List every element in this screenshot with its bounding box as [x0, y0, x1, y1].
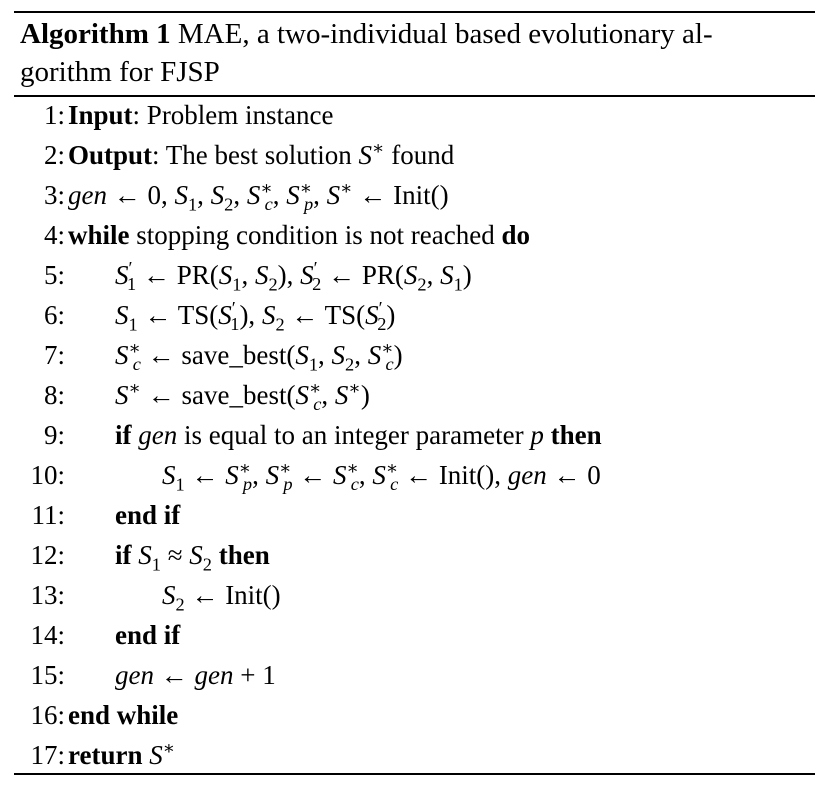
math-gen: gen	[138, 420, 178, 450]
line-content: gen ← 0, $S_1$, $S_2$, $S^∗_c$, $S^∗_p$, S∗ ← Init()	[68, 178, 449, 215]
bottom-rule	[14, 773, 815, 775]
line-content: S∗ ← $save\_best(S^∗_c$, S∗)	[115, 378, 370, 415]
line-content: $S^∗_c$ ← $save\_best(S_1$, $S_2$, $S^∗_c$)	[115, 338, 403, 375]
algorithm-line-16	[14, 695, 815, 735]
math-gen: gen	[194, 660, 234, 690]
keyword-if: if	[115, 420, 132, 450]
init-call: Init()	[225, 580, 281, 610]
line-content: return S∗	[68, 738, 176, 770]
algorithm-line-2	[14, 135, 815, 175]
algorithm-line-6	[14, 295, 815, 335]
math-gen: gen	[68, 180, 107, 210]
keyword-end-while: end while	[68, 700, 179, 730]
line-number: 14:	[30, 620, 65, 650]
while-text: stopping condition is not reached	[129, 220, 502, 250]
keyword-end-if: end if	[115, 500, 181, 530]
math-gen: gen	[507, 460, 547, 490]
line-content: $S_1$ ← $TS(S'_1)$, $S_2$ ← $TS(S'_2)$	[115, 298, 396, 335]
keyword-then: then	[550, 420, 602, 450]
line-number: 4:	[43, 220, 65, 250]
keyword-while: while	[68, 220, 130, 250]
keyword-output: Output	[68, 140, 153, 170]
line-number: 10:	[30, 460, 65, 490]
algorithm-line-1	[14, 95, 815, 135]
found-text: found	[384, 140, 455, 170]
algorithm-line-11	[14, 495, 815, 535]
output-text: : The best solution	[152, 140, 359, 170]
if-text: is equal to an integer parameter	[177, 420, 531, 450]
line-content: $S'_1$ ← $PR(S_1$, $S_2$), $S'_2$ ← $PR(S_2$, $S_1$)	[115, 258, 472, 295]
algorithm-line-17	[14, 735, 815, 775]
line-number: 6:	[43, 300, 65, 330]
input-text: : Problem instance	[132, 100, 334, 130]
line-number: 5:	[43, 260, 65, 290]
math-p: p	[530, 420, 544, 450]
line-number: 7:	[43, 340, 65, 370]
algorithm-line-8	[14, 375, 815, 415]
algorithm-label: Algorithm 1	[20, 18, 171, 50]
keyword-then: then	[218, 540, 270, 570]
line-content: gen ← gen + 1	[115, 660, 276, 690]
math-gen: gen	[115, 660, 154, 690]
algorithm-caption	[20, 15, 815, 91]
line-number: 2:	[43, 140, 65, 170]
ts-call: TS	[324, 300, 357, 330]
line-content	[68, 215, 530, 255]
line-number: 16:	[30, 700, 65, 730]
algorithm-line-13	[14, 575, 815, 615]
init-call: Init()	[438, 460, 495, 490]
line-content	[68, 135, 454, 175]
line-number: 3:	[43, 180, 65, 210]
keyword-if: if	[115, 540, 132, 570]
algorithm-line-4	[14, 215, 815, 255]
line-content: if $S_1 \approx S_2$ then	[115, 540, 270, 575]
line-number: 8:	[43, 380, 65, 410]
keyword-input: Input	[68, 100, 133, 130]
line-number: 15:	[30, 660, 65, 690]
ts-call: TS	[177, 300, 210, 330]
algorithm-line-3	[14, 175, 815, 215]
algorithm-line-10	[14, 455, 815, 495]
line-content: $S_1$ ← $S^∗_p$, $S^∗_p$ ← $S^∗_c$, $S^∗_c$ ← Init(), gen ← 0	[162, 458, 601, 495]
keyword-do: do	[501, 220, 530, 250]
algorithm-title-line2: gorithm for FJSP	[20, 56, 220, 88]
line-number: 17:	[30, 740, 65, 770]
line-number: 12:	[30, 540, 65, 570]
algorithm-line-5	[14, 255, 815, 295]
line-number: 11:	[31, 500, 65, 530]
save-best-call: save_best	[181, 340, 287, 370]
line-content	[115, 415, 602, 455]
line-content	[68, 95, 334, 135]
line-content: $S_2$ ← Init()	[162, 580, 281, 615]
save-best-call: save_best	[181, 380, 287, 410]
pr-call: PR	[176, 260, 210, 290]
line-number: 9:	[43, 420, 65, 450]
pr-call: PR	[361, 260, 395, 290]
init-call: Init()	[393, 180, 449, 210]
line-number: 1:	[43, 100, 65, 130]
algorithm-line-12	[14, 535, 815, 575]
algorithm-line-14	[14, 615, 815, 655]
algorithm-title: MAE, a two-individual based evolutionary al-	[177, 18, 713, 50]
keyword-end-if: end if	[115, 620, 181, 650]
algorithm-line-7	[14, 335, 815, 375]
keyword-return: return	[68, 740, 143, 770]
algorithm-line-15	[14, 655, 815, 695]
math-s-star: S∗	[358, 138, 385, 170]
line-number: 13:	[30, 580, 65, 610]
top-rule	[14, 11, 815, 13]
algorithm-line-9	[14, 415, 815, 455]
